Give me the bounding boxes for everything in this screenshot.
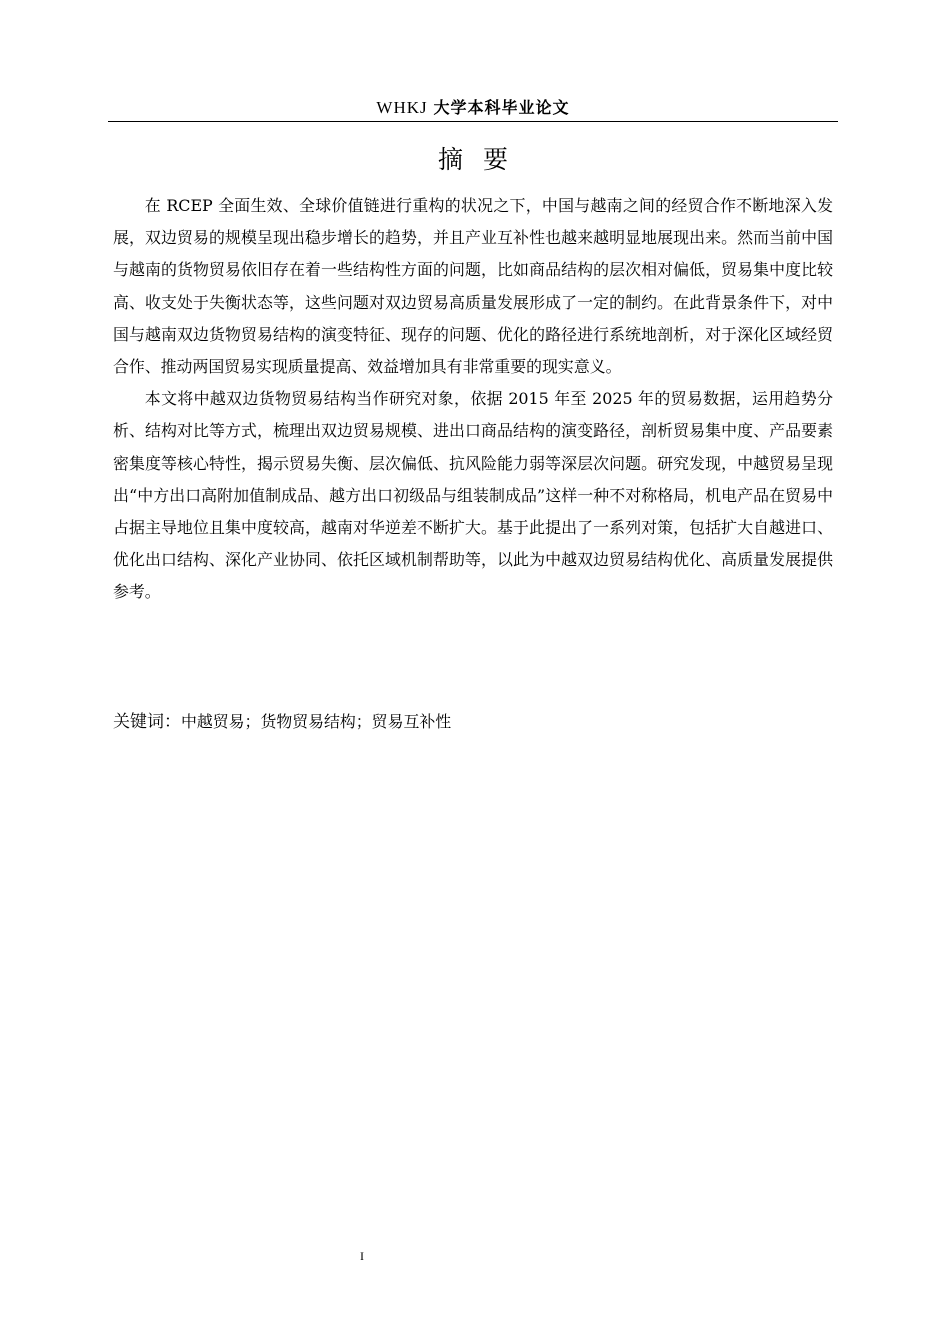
abstract-paragraph-2: 本文将中越双边货物贸易结构当作研究对象，依据 2015 年至 2025 年的贸易数据，运用趋势分析、结构对比等方式，梳理出双边贸易规模、进出口商品结构的演变路径，剖析贸易集中度、产品要素密集度等核心特性，揭示贸易失衡、层次偏低、抗风险能力弱等深层次问题。研究发现，中越贸易呈现出“中方出口高附加值制成品、越方出口初级品与组装制成品”这样一种不对称格局，机电产品在贸易中占据主导地位且集中度较高，越南对华逆差不断扩大。基于此提出了一系列对策，包括扩大自越进口、优化出口结构、深化产业协同、依托区域机制帮助等，以此为中越双边贸易结构优化、高质量发展提供参考。	[113, 389, 833, 602]
document-type: 大学本科毕业论文	[433, 98, 570, 117]
page-number: I	[360, 1249, 364, 1263]
page-title: 摘要	[437, 145, 528, 174]
header-divider	[108, 121, 838, 122]
keywords-line	[113, 706, 833, 738]
school-code: WHKJ	[376, 98, 428, 117]
abstract-body	[113, 190, 833, 609]
abstract-paragraph-1: 在 RCEP 全面生效、全球价值链进行重构的状况之下，中国与越南之间的经贸合作不断地深入发展，双边贸易的规模呈现出稳步增长的趋势，并且产业互补性也越来越明显地展现出来。然而当前中国与越南的货物贸易依旧存在着一些结构性方面的问题，比如商品结构的层次相对偏低，贸易集中度比较高、收支处于失衡状态等，这些问题对双边贸易高质量发展形成了一定的制约。在此背景条件下，对中国与越南双边货物贸易结构的演变特征、现存的问题、优化的路径进行系统地剖析，对于深化区域经贸合作、推动两国贸易实现质量提高、效益增加具有非常重要的现实意义。	[113, 196, 833, 377]
keywords-label: 关键词：	[113, 712, 181, 732]
keywords-text: 中越贸易；货物贸易结构；贸易互补性	[181, 712, 452, 731]
page-header	[108, 96, 838, 120]
